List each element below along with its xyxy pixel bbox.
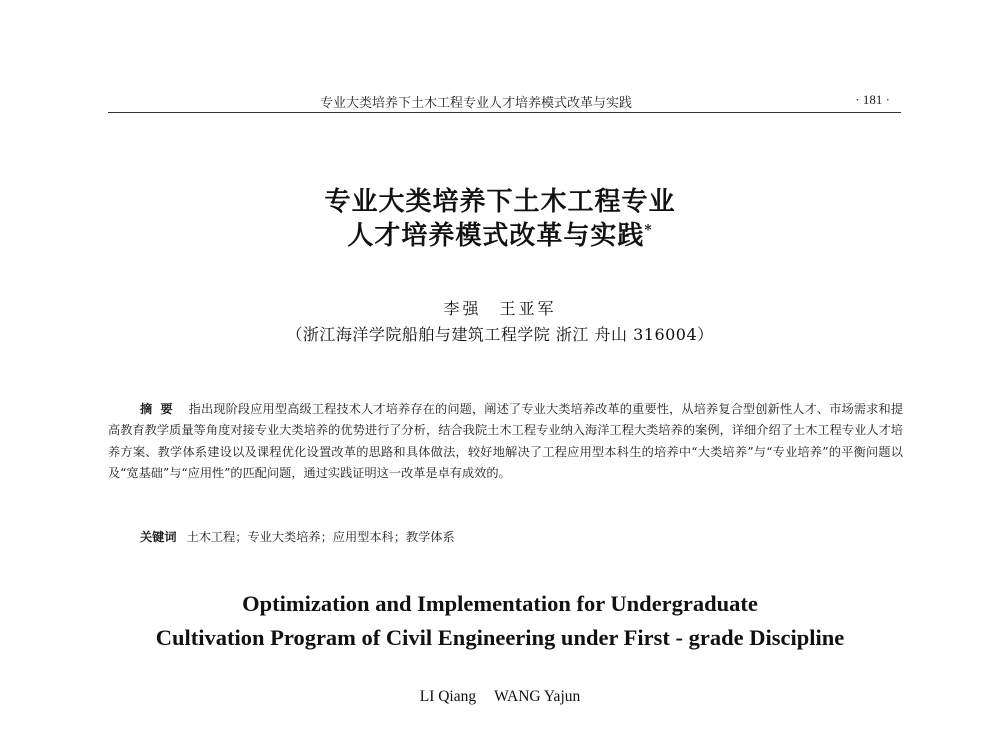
author-en-1: LI Qiang (419, 688, 477, 705)
keywords-label: 关键词 (140, 530, 177, 544)
title-cn-line2 (0, 215, 1000, 252)
title-en-line2: Cultivation Program of Civil Engineering under First - grade Discipline (155, 625, 845, 650)
abstract (108, 399, 903, 484)
keywords-text: 土木工程；专业大类培养；应用型本科；教学体系 (186, 530, 455, 544)
page-number: · 181 · (855, 92, 890, 107)
authors-en (0, 688, 1000, 706)
abstract-text: 指出现阶段应用型高级工程技术人才培养存在的问题，阐述了专业大类培养改革的重要性，从培养复合型创新性人才、市场需求和提高教育教学质量等角度对接专业大类培养的优势进行了分析，结合我院土木工程专业纳入海洋工程大类培养的案例，详细介绍了土木工程专业人才培养方案、教学体系建设以及课程优化设置改革的思路和具体做法，较好地解决了工程应用型本科生的培养中“大类培养”与“专业培养”的平衡问题以及“宽基础”与“应用性”的匹配问题，通过实践证明这一改革是卓有成效的。 (108, 402, 904, 480)
abstract-label: 摘要 (140, 402, 181, 416)
affiliation-cn: （浙江海洋学院船舶与建筑工程学院 浙江 舟山 316004） (286, 325, 714, 344)
title-cn-line1: 专业大类培养下土木工程专业 (324, 187, 676, 217)
running-title: 专业大类培养下土木工程专业人才培养模式改革与实践 (320, 96, 633, 111)
author-cn-2: 王亚军 (499, 299, 557, 318)
header-rule (108, 112, 901, 113)
authors-cn (0, 296, 1000, 319)
title-cn-line2-text: 人才培养模式改革与实践 (347, 221, 645, 251)
author-cn-1: 李强 (443, 299, 482, 318)
keywords (140, 528, 900, 545)
running-header (108, 92, 900, 110)
author-en-2: WANG Yajun (494, 688, 581, 705)
title-en-line1: Optimization and Implementation for Undergraduate (242, 591, 758, 616)
footnote-mark: * (644, 222, 653, 239)
